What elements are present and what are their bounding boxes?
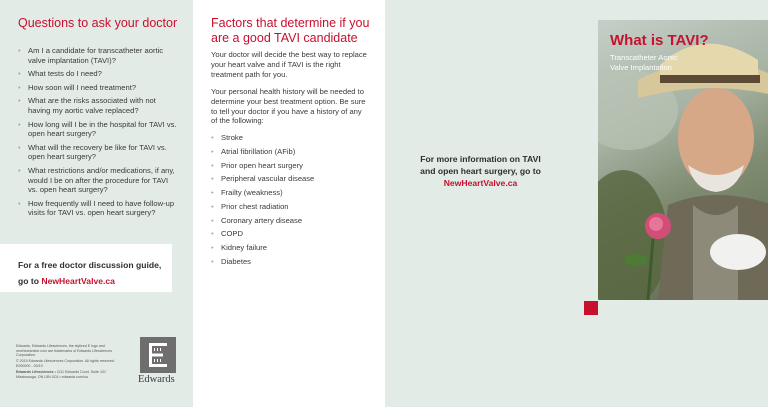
edwards-logo-wordmark: Edwards bbox=[138, 374, 175, 385]
list-item: • What will the recovery be like for TAVI vs. open heart surgery? bbox=[18, 143, 178, 162]
legal-text bbox=[16, 344, 124, 381]
cover-panel bbox=[576, 0, 768, 407]
list-item: • How long will I be in the hospital for TAVI vs. open heart surgery? bbox=[18, 120, 178, 139]
list-item: • Prior open heart surgery bbox=[211, 161, 371, 171]
list-item: • Kidney failure bbox=[211, 243, 371, 253]
guide-link[interactable]: NewHeartValve.ca bbox=[41, 276, 115, 286]
list-item: • Atrial fibrillation (AFib) bbox=[211, 147, 371, 157]
list-item: • Am I a candidate for transcatheter aortic valve implantation (TAVI)? bbox=[18, 46, 178, 65]
legal-line: Edwards Lifesciences • 1111 Edwards Court, Suite 101 Mississauga, ON L5N 0C6 • edwards.com/ca bbox=[16, 369, 106, 379]
list-item: • What restrictions and/or medications, if any, would I be on after the procedure for TAVI vs. open heart surgery? bbox=[18, 166, 178, 195]
list-item: • Diabetes bbox=[211, 257, 371, 267]
list-item: • Stroke bbox=[211, 133, 371, 143]
cover-subtitle bbox=[610, 53, 730, 72]
list-item: • Coronary artery disease bbox=[211, 216, 371, 226]
factors-list bbox=[211, 133, 371, 271]
more-info-line-2: and open heart surgery, go to bbox=[420, 166, 541, 176]
edwards-logo bbox=[138, 337, 180, 385]
list-item: • What tests do I need? bbox=[18, 69, 178, 79]
questions-title: Questions to ask your doctor bbox=[18, 16, 178, 30]
factors-paragraph-1: Your doctor will decide the best way to replace your heart valve and if TAVI is the right treatment path for you. bbox=[211, 50, 367, 79]
list-item: • How soon will I need treatment? bbox=[18, 83, 178, 93]
cover-title: What is TAVI? bbox=[610, 32, 709, 49]
questions-panel bbox=[0, 0, 193, 407]
more-info-text bbox=[385, 153, 576, 189]
list-item: • How frequently will I need to have follow-up visits for TAVI vs. open heart surgery? bbox=[18, 199, 178, 218]
guide-line-2 bbox=[18, 276, 115, 286]
discussion-guide-box bbox=[0, 244, 172, 292]
guide-line-1: For a free doctor discussion guide, bbox=[18, 260, 162, 270]
legal-company-name: Edwards Lifesciences bbox=[16, 369, 54, 374]
more-info-panel bbox=[385, 0, 576, 407]
cover-subtitle-line-1: Transcatheter Aortic bbox=[610, 53, 678, 62]
red-accent-square bbox=[584, 301, 598, 315]
questions-list bbox=[18, 46, 178, 222]
cover-subtitle-line-2: Valve Implantation bbox=[610, 62, 672, 72]
more-info-line-1: For more information on TAVI bbox=[420, 154, 541, 164]
legal-line: © 2019 Edwards Lifesciences Corporation. All rights reserved. E000000 - 00/19 bbox=[16, 359, 115, 368]
list-item: • Frailty (weakness) bbox=[211, 188, 371, 198]
factors-paragraph-2: Your personal health history will be needed to determine your best treatment option. Be sure to tell your doctor if you have a history of any of the following: bbox=[211, 87, 366, 126]
list-item: • Peripheral vascular disease bbox=[211, 174, 371, 184]
more-info-link[interactable]: NewHeartValve.ca bbox=[443, 178, 518, 188]
list-item: • COPD bbox=[211, 229, 371, 239]
legal-line: Edwards, Edwards Lifesciences, the stylized E logo and newheartvalve.com are trademarks of Edwards Lifesciences Corporation. bbox=[16, 344, 112, 358]
list-item: • What are the risks associated with not having my aortic valve replaced? bbox=[18, 96, 178, 115]
edwards-e-logo-icon bbox=[140, 337, 176, 373]
factors-panel bbox=[193, 0, 385, 407]
cover-photo bbox=[598, 20, 768, 300]
guide-line-2-prefix: go to bbox=[18, 276, 42, 286]
factors-title: Factors that determine if you are a good TAVI candidate bbox=[211, 16, 370, 45]
list-item: • Prior chest radiation bbox=[211, 202, 371, 212]
